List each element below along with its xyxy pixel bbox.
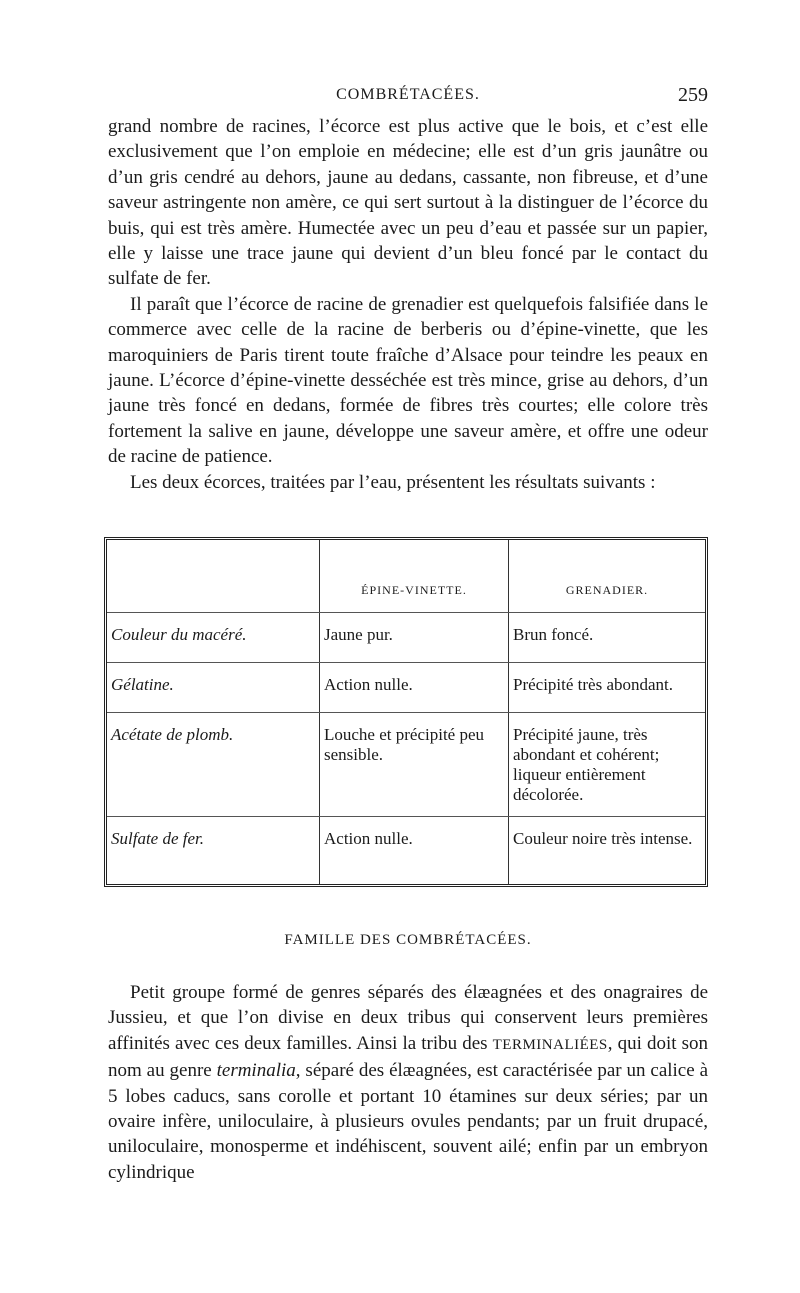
text-run: , séparé des élæagnées, est caractérisée par un calice à 5 lobes caducs, sans corolle et portant 10 étamines sur deux séries; par un ovaire infère, uniloculaire, à plusieurs ovules pendants; par un fruit drupacé, uniloculaire, monosperme et indéhiscent, souvent ailé; enfin par un embryon cylindrique — [108, 1060, 709, 1183]
header-cell-epine-vinette: ÉPINE-VINETTE. — [320, 540, 509, 612]
section-heading: FAMILLE DES COMBRÉTACÉES. — [284, 932, 532, 948]
table-row — [107, 816, 705, 884]
table-row — [107, 662, 705, 712]
results-table-frame — [104, 537, 708, 887]
table-row — [107, 712, 705, 816]
upper-text-block — [108, 114, 708, 495]
cell-epine-vinette: Action nulle. — [320, 816, 509, 884]
text-run: , qui doit son nom au genre — [108, 1032, 709, 1082]
genus-name: terminalia — [216, 1060, 296, 1082]
header-cell-grenadier: GRENADIER. — [509, 540, 706, 612]
running-head — [108, 84, 708, 108]
row-label: Gélatine. — [107, 662, 320, 712]
text-run: Petit groupe formé de genres séparés des élæagnées et des onagraires de Jussieu, et que l’on divise en deux tribus qui conservent leurs premières affinités avec ces deux familles. Ainsi la tribu des — [108, 982, 708, 1054]
paragraph-combretacees — [108, 980, 708, 1185]
cell-grenadier: Brun foncé. — [509, 612, 706, 662]
row-label: Acétate de plomb. — [107, 712, 320, 816]
paragraph-results-intro: Les deux écorces, traitées par l’eau, présentent les résultats suivants : — [130, 471, 656, 493]
paragraph-falsification: Il paraît que l’écorce de racine de grenadier est quelquefois falsifiée dans le commerce avec celle de la racine de berberis ou d’épine-vinette, que les maroquiniers de Paris tirent toute fraîche d’Alsace pour teindre les peaux en jaune. L’écorce d’épine-vinette desséchée est très mince, grise au dehors, d’un jaune très foncé en dedans, formée de fibres très courtes; elle colore très fortement la salive en jaune, développe une saveur amère, et offre une odeur de racine de patience. — [108, 293, 708, 468]
table-header-row — [107, 540, 705, 612]
cell-epine-vinette: Louche et précipité peu sensible. — [320, 712, 509, 816]
cell-epine-vinette: Jaune pur. — [320, 612, 509, 662]
cell-epine-vinette: Action nulle. — [320, 662, 509, 712]
tribe-name: TERMINALIÉES — [492, 1036, 608, 1053]
cell-grenadier: Couleur noire très intense. — [513, 828, 693, 848]
row-label: Couleur du macéré. — [107, 612, 320, 662]
results-table — [107, 540, 705, 884]
cell-grenadier: Précipité jaune, très abondant et cohérent; liqueur entièrement décolorée. — [509, 712, 706, 816]
table-row — [107, 612, 705, 662]
row-label: Sulfate de fer. — [107, 816, 320, 884]
cell-grenadier: Précipité très abondant. — [509, 662, 706, 712]
running-title: COMBRÉTACÉES. — [336, 86, 480, 103]
page-number: 259 — [678, 84, 708, 106]
paragraph-continued: grand nombre de racines, l’écorce est plus active que le bois, et c’est elle exclusivement que l’on emploie en médecine; elle est d’un gris jaunâtre ou d’un gris cendré au dehors, jaune au dedans, cassante, non fibreuse, et d’une saveur astringente non amère, ce qui sert surtout à la distinguer de l’écorce du buis, qui est très amère. Humectée avec un peu d’eau et passée sur un papier, elle y laisse une trace jaune qui devient d’un bleu foncé par le contact du sulfate de fer. — [108, 116, 708, 290]
header-cell-blank — [107, 540, 320, 612]
lower-text-block — [108, 980, 708, 1185]
